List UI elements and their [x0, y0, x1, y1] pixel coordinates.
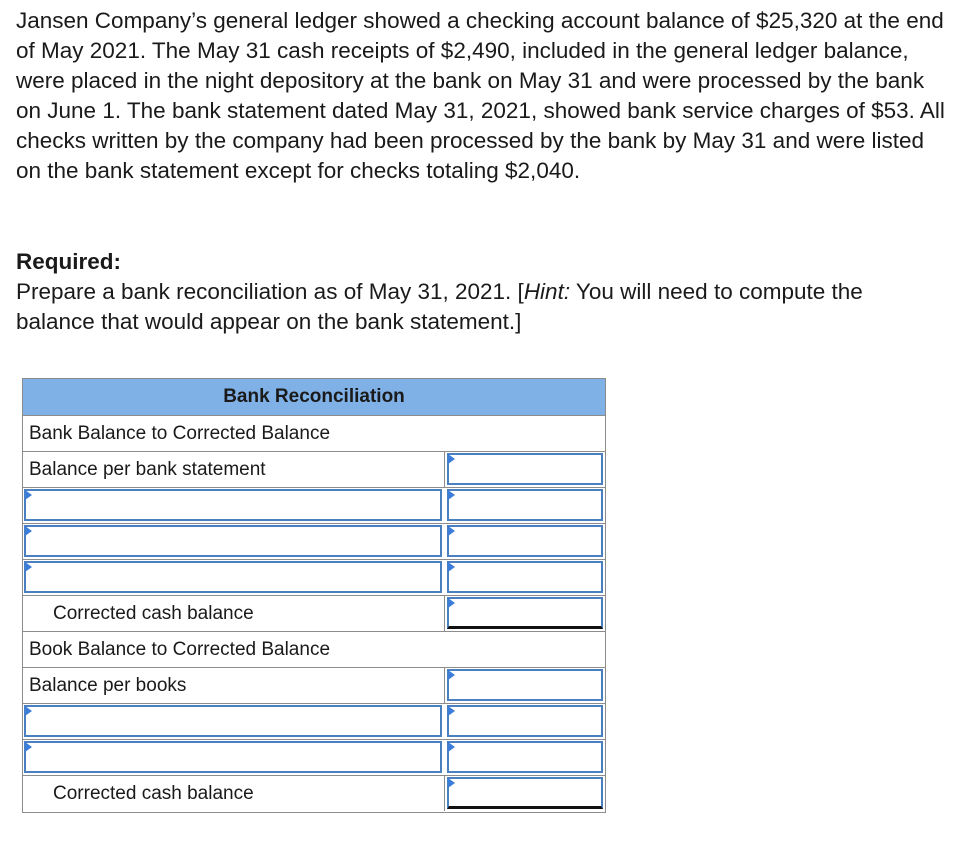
bank-adjustment-1-description-input[interactable] — [24, 489, 442, 521]
book-adjustment-2-amount-input[interactable] — [447, 741, 603, 773]
bank-adjustment-3-amount-input[interactable] — [447, 561, 603, 593]
bank-corrected-amount-input[interactable] — [447, 597, 603, 629]
required-heading: Required: — [16, 249, 122, 274]
bank-adjustment-2-amount-input[interactable] — [447, 525, 603, 557]
bank-balance-label: Balance per bank statement — [29, 459, 266, 480]
book-adjustment-row — [23, 740, 605, 776]
bank-adjustment-row — [23, 560, 605, 596]
book-balance-row — [23, 668, 605, 704]
bank-corrected-row — [23, 596, 605, 632]
required-text-end: You will need to compute the balance that would appear on the bank statement.] — [16, 279, 863, 334]
book-corrected-amount-input[interactable] — [447, 777, 603, 809]
reconciliation-title: Bank Reconciliation — [23, 379, 605, 416]
book-adjustment-row — [23, 704, 605, 740]
bank-section-row — [23, 416, 605, 452]
book-adjustment-2-description-input[interactable] — [24, 741, 442, 773]
bank-adjustment-3-description-input[interactable] — [24, 561, 442, 593]
book-section-row — [23, 632, 605, 668]
bank-adjustment-1-amount-input[interactable] — [447, 489, 603, 521]
bank-adjustment-row — [23, 524, 605, 560]
bank-balance-label-cell — [23, 452, 445, 487]
book-corrected-label-cell — [23, 776, 445, 811]
hint-label: Hint: — [523, 279, 571, 304]
book-balance-label: Balance per books — [29, 675, 187, 696]
required-instructions — [16, 277, 946, 337]
book-corrected-label: Corrected cash balance — [53, 783, 254, 804]
book-section-label: Book Balance to Corrected Balance — [29, 639, 331, 660]
bank-corrected-label: Corrected cash balance — [53, 603, 254, 624]
bank-adjustment-2-description-input[interactable] — [24, 525, 442, 557]
problem-statement: Jansen Company’s general ledger showed a checking account balance of $25,320 at the end of May 2021. The May 31 cash receipts of $2,490, included in the general ledger balance, were placed in the night depository at the bank on May 31 and were processed by the bank on June 1. The bank statement dated May 31, 2021, showed bank service charges of $53. All checks written by the company had been processed by the bank by May 31 and were listed on the bank statement except for checks totaling $2,040. — [16, 8, 945, 183]
book-balance-label-cell — [23, 668, 445, 703]
bank-adjustment-row — [23, 488, 605, 524]
bank-corrected-label-cell — [23, 596, 445, 631]
bank-balance-amount-input[interactable] — [447, 453, 603, 485]
book-adjustment-1-description-input[interactable] — [24, 705, 442, 737]
bank-reconciliation-table — [22, 378, 606, 813]
bank-balance-row — [23, 452, 605, 488]
book-adjustment-1-amount-input[interactable] — [447, 705, 603, 737]
book-corrected-row — [23, 776, 605, 812]
book-balance-amount-input[interactable] — [447, 669, 603, 701]
bank-section-label: Bank Balance to Corrected Balance — [29, 423, 331, 444]
required-text-start: Prepare a bank reconciliation as of May 31, 2021. [ — [16, 279, 524, 304]
